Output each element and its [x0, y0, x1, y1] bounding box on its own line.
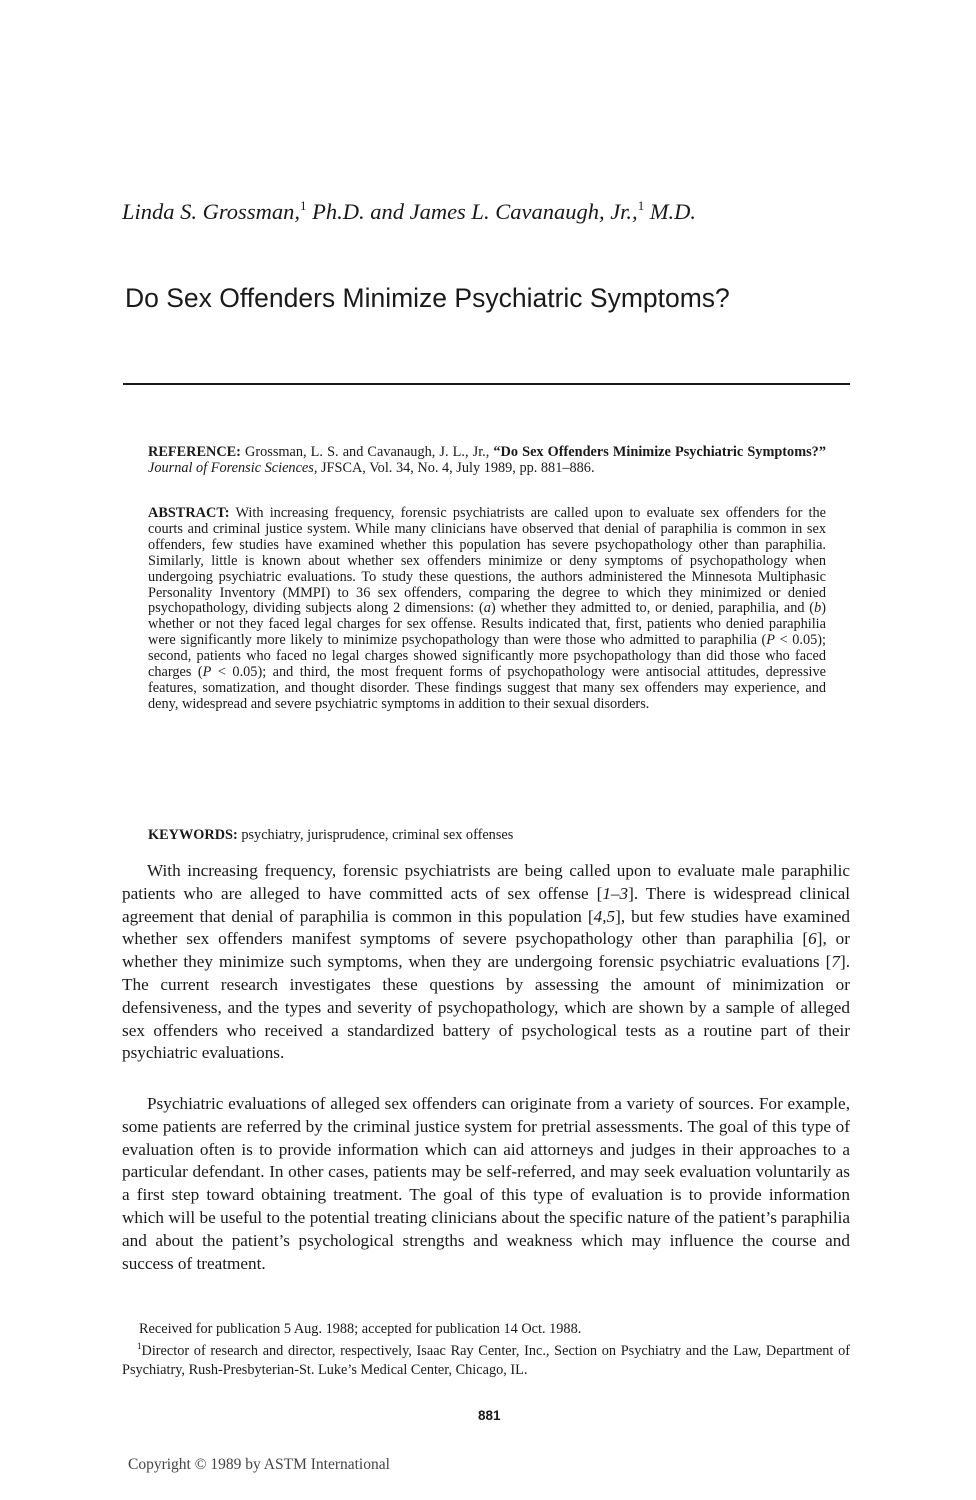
body-paragraph-2: Psychiatric evaluations of alleged sex offenders can originate from a variety of sources. For example, some patients are referred by the criminal justice system for pretrial assessments. The goal of this type of evaluation often is to provide information which can aid attorneys and judges in their approaches to a particular defendant. In other cases, patients may be self-referred, and may seek evaluation voluntarily as a first step toward obtaining treatment. The goal of this type of evaluation is to provide information which will be useful to the potential treating clinicians about the specific nature of the patient’s paraphilia and about the patient’s psychological strengths and weakness which may influence the course and success of treatment. [122, 1094, 850, 1273]
body-paragraph-1 [122, 860, 850, 1065]
abstract-item-a: a [483, 600, 491, 617]
author-line [122, 198, 862, 225]
author-2-degree: M.D. [644, 199, 697, 224]
received-footnote: Received for publication 5 Aug. 1988; accepted for publication 14 Oct. 1988. [139, 1321, 582, 1337]
keywords-text: psychiatry, jurisprudence, criminal sex offenses [237, 827, 514, 843]
paper-title: Do Sex Offenders Minimize Psychiatric Symptoms? [125, 283, 730, 313]
body-text: With increasing frequency, forensic psychiatrists are being called upon to evaluate male paraphilic patients who are alleged to have committed acts of sex offense [ [122, 861, 850, 903]
reference-details: JFSCA, Vol. 34, No. 4, July 1989, pp. 881–886. [317, 459, 595, 476]
reference-article-title: “Do Sex Offenders Minimize Psychiatric Symptoms?” [493, 444, 826, 460]
title-divider [123, 383, 850, 385]
reference-block [148, 445, 826, 477]
page-number: 881 [478, 1408, 501, 1423]
body-text: ], or whether they minimize such symptoms, when they are undergoing forensic psychiatric evaluations [ [122, 929, 851, 972]
citation: 7 [831, 952, 840, 972]
author-2-affiliation-mark: 1 [637, 198, 645, 213]
author-1-affiliation-mark: 1 [299, 198, 307, 213]
abstract-p-symbol: P [202, 664, 212, 681]
reference-label: REFERENCE: [148, 444, 241, 460]
abstract-label: ABSTRACT: [148, 505, 230, 521]
abstract-text: ) whether or not they faced legal charges for sex offense. Results indicated that, first, patients who denied paraphilia were significantly more likely to minimize psychopathology than were those who admitted to paraphilia ( [148, 600, 826, 649]
reference-authors: Grossman, L. S. and Cavanaugh, J. L., Jr., [240, 444, 494, 460]
citation: 6 [808, 929, 817, 949]
abstract-text: < 0.05); and third, the most frequent forms of psychopathology were antisocial attitudes, depressive features, somatization, and thought disorder. These findings suggest that many sex offenders may experience, and deny, widespread and severe psychiatric symptoms in addition to their sexual disorders. [148, 664, 826, 712]
author-1-degree: Ph.D. and [306, 199, 410, 224]
abstract-text: < 0.05); second, patients who faced no legal charges showed significantly more psychopathology than did those who faced charges ( [148, 632, 826, 681]
abstract-block [148, 506, 826, 713]
affiliation-footnote [122, 1337, 850, 1380]
body-text: ]. The current research investigates these questions by assessing the amount of minimization or defensiveness, and the types and severity of psychopathology, which are shown by a sample of alleged sex offenders who received a standardized battery of psychological tests as a routine part of their psychiatric evaluations. [122, 952, 850, 1063]
citation: 1–3 [602, 883, 629, 903]
abstract-text: With increasing frequency, forensic psychiatrists are called upon to evaluate sex offenders for the courts and criminal justice system. While many clinicians have observed that denial of paraphilia is common in sex offenders, few studies have examined whether this population has severe psychopathology other than paraphilia. Similarly, little is known about whether sex offenders minimize or deny symptoms of psychopathology when undergoing psychiatric evaluations. To study these questions, the authors administered the Minnesota Multiphasic Personality Inventory (MMPI) to 36 sex offenders, comparing the degree to which they minimized or denied psychopathology, dividing subjects along 2 dimensions: ( [148, 505, 826, 617]
abstract-p-symbol: P [766, 632, 776, 649]
copyright-notice: Copyright © 1989 by ASTM International [128, 1456, 390, 1473]
affiliation-footnote-mark: 1 [137, 1341, 142, 1351]
author-1-name: Linda S. Grossman, [122, 199, 300, 224]
author-2-name: James L. Cavanaugh, Jr., [409, 199, 638, 224]
keywords-label: KEYWORDS: [148, 827, 238, 843]
abstract-text: ) whether they admitted to, or denied, paraphilia, and ( [490, 600, 815, 617]
citation: 4,5 [593, 906, 616, 926]
body-text: ]. There is widespread clinical agreement that denial of paraphilia is common in this population [ [122, 883, 850, 926]
abstract-item-b: b [814, 600, 822, 617]
body-text: ], but few studies have examined whether sex offenders manifest symptoms of severe psychopathology other than paraphilia [ [122, 906, 850, 949]
affiliation-text: Director of research and director, respectively, Isaac Ray Center, Inc., Section on Psychiatry and the Law, Department of Psychiatry, Rush-Presbyterian-St. Luke’s Medical Center, Chicago, IL. [122, 1342, 850, 1378]
reference-journal: Journal of Forensic Sciences, [148, 459, 318, 476]
keywords-block [148, 828, 826, 844]
